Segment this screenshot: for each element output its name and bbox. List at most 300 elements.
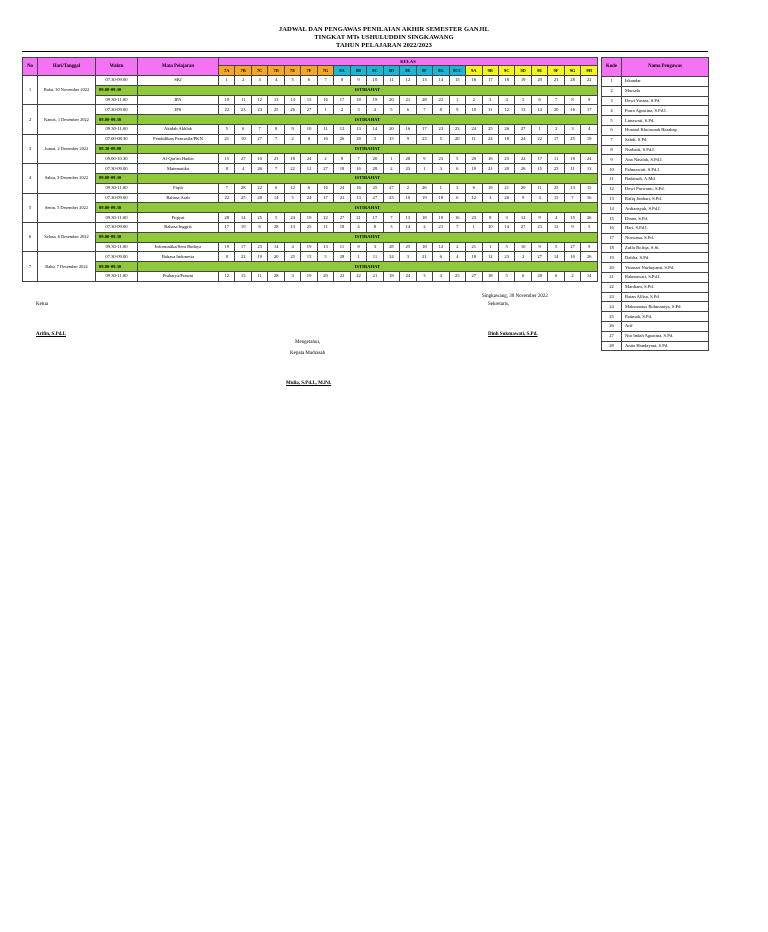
pengawas-nama: Arif <box>622 321 709 331</box>
pengawas-code: 11 <box>317 222 333 232</box>
pengawas-code: 10 <box>515 242 531 252</box>
pengawas-nama: Anita Handayani, S.Pd. <box>622 341 709 351</box>
pengawas-code: 4 <box>548 213 564 223</box>
pengawas-code: 5 <box>317 252 333 262</box>
pengawas-code: 13 <box>581 164 598 174</box>
list-item <box>602 321 709 331</box>
exam-subject: Bahasa Indonesia <box>138 252 219 262</box>
exam-subject: Prakarya/Prasmi <box>138 271 219 281</box>
class-header: 8B <box>350 66 366 76</box>
pengawas-code: 5 <box>581 222 598 232</box>
pengawas-code: 24 <box>284 213 300 223</box>
col-no: No <box>23 58 38 76</box>
pengawas-code: 8 <box>350 242 366 252</box>
pengawas-code: 12 <box>466 193 482 203</box>
pengawas-code: 17 <box>334 95 350 105</box>
class-header: 8C <box>367 66 383 76</box>
class-header: 9G <box>564 66 580 76</box>
pengawas-code: 17 <box>235 242 251 252</box>
pengawas-code: 19 <box>482 183 498 193</box>
table-row <box>23 232 598 242</box>
class-header: 7F <box>301 66 317 76</box>
pengawas-code: 6 <box>251 222 267 232</box>
pengawas-code: 11 <box>548 154 564 164</box>
pengawas-code: 24 <box>301 193 317 203</box>
pengawas-code: 6 <box>433 252 449 262</box>
class-header: 7C <box>251 66 267 76</box>
exam-time: 07.30-09.00 <box>96 164 138 174</box>
pengawas-kode: 16 <box>602 223 622 233</box>
pengawas-code: 22 <box>531 134 547 144</box>
pengawas-code: 12 <box>433 242 449 252</box>
pengawas-code: 2 <box>515 252 531 262</box>
pengawas-code: 13 <box>350 193 366 203</box>
list-item <box>602 174 709 184</box>
pengawas-code: 19 <box>251 252 267 262</box>
pengawas-code: 24 <box>400 271 416 281</box>
pengawas-nama: Mardiani, S.Pd. <box>622 282 709 292</box>
pengawas-code: 1 <box>433 183 449 193</box>
break-time: 09.00-09.30 <box>96 232 138 242</box>
pengawas-code: 7 <box>268 134 284 144</box>
pengawas-code: 5 <box>383 105 399 115</box>
pengawas-code: 15 <box>301 252 317 262</box>
pengawas-code: 8 <box>482 213 498 223</box>
pengawas-kode: 9 <box>602 155 622 165</box>
list-item <box>602 165 709 175</box>
pengawas-code: 13 <box>416 76 432 86</box>
pengawas-code: 16 <box>350 164 366 174</box>
pengawas-code: 7 <box>350 154 366 164</box>
pengawas-code: 6 <box>301 183 317 193</box>
pengawas-code: 25 <box>251 213 267 223</box>
pengawas-code: 18 <box>564 154 580 164</box>
break-time: 09.00-09.30 <box>96 262 138 272</box>
exam-subject: SKI <box>138 76 219 86</box>
pengawas-kode: 25 <box>602 312 622 322</box>
pengawas-kode: 7 <box>602 135 622 145</box>
pengawas-code: 26 <box>581 252 598 262</box>
table-row <box>23 76 598 86</box>
pengawas-code: 22 <box>251 183 267 193</box>
pengawas-code: 16 <box>581 193 598 203</box>
pengawas-code: 8 <box>334 76 350 86</box>
pengawas-code: 7 <box>268 164 284 174</box>
pengawas-code: 17 <box>531 154 547 164</box>
pengawas-code: 6 <box>466 183 482 193</box>
break-label: ISTIRAHAT <box>138 232 598 242</box>
pengawas-code: 3 <box>383 222 399 232</box>
pengawas-code: 20 <box>515 183 531 193</box>
pengawas-code: 27 <box>564 242 580 252</box>
pengawas-code: 2 <box>317 154 333 164</box>
exam-time: 07.30-09.00 <box>96 222 138 232</box>
pengawas-code: 7 <box>564 193 580 203</box>
pengawas-code: 5 <box>433 134 449 144</box>
pengawas-code: 22 <box>219 105 235 115</box>
pengawas-code: 28 <box>268 271 284 281</box>
pengawas-code: 15 <box>383 134 399 144</box>
table-row <box>23 95 598 105</box>
table-row <box>23 105 598 115</box>
pengawas-code: 11 <box>235 95 251 105</box>
pengawas-code: 7 <box>548 95 564 105</box>
list-item <box>602 184 709 194</box>
pengawas-code: 6 <box>268 183 284 193</box>
pengawas-kode: 19 <box>602 253 622 263</box>
day-no: 6 <box>23 222 38 251</box>
exam-time: 09.30-11.00 <box>96 242 138 252</box>
pengawas-code: 11 <box>317 124 333 134</box>
list-item <box>602 145 709 155</box>
pengawas-nama: Dewi Yusina, S.Pd. <box>622 96 709 106</box>
pengawas-code: 12 <box>498 105 514 115</box>
pengawas-code: 16 <box>317 183 333 193</box>
pengawas-code: 19 <box>301 242 317 252</box>
class-header: 8E <box>400 66 416 76</box>
pengawas-kode: 1 <box>602 77 622 87</box>
list-item <box>602 233 709 243</box>
pengawas-code: 28 <box>350 134 366 144</box>
class-header: 7B <box>235 66 251 76</box>
pengawas-code: 2 <box>466 95 482 105</box>
pengawas-code: 27 <box>515 222 531 232</box>
pengawas-code: 10 <box>466 105 482 115</box>
pengawas-nama: Iskandar <box>622 77 709 87</box>
ketua-name: Arifin, S.Pd.I. <box>36 332 66 337</box>
class-header: 7A <box>219 66 235 76</box>
pengawas-code: 14 <box>400 222 416 232</box>
pengawas-code: 28 <box>564 76 580 86</box>
pengawas-code: 21 <box>334 193 350 203</box>
break-time: 09.00-09.30 <box>96 173 138 183</box>
pengawas-code: 28 <box>416 95 432 105</box>
exam-time: 09.30-11.00 <box>96 271 138 281</box>
pengawas-code: 8 <box>433 105 449 115</box>
pengawas-code: 25 <box>548 164 564 174</box>
doc-year: TAHUN PELAJARAN 2022/2023 <box>336 42 432 49</box>
pengawas-code: 28 <box>219 213 235 223</box>
table-row <box>23 242 598 252</box>
pengawas-code: 26 <box>334 134 350 144</box>
pengawas-code: 28 <box>235 183 251 193</box>
pengawas-code: 7 <box>251 124 267 134</box>
pengawas-code: 17 <box>482 76 498 86</box>
pengawas-code: 1 <box>219 76 235 86</box>
list-item <box>602 194 709 204</box>
pengawas-code: 15 <box>581 183 598 193</box>
doc-title: JADWAL DAN PENGAWAS PENILAIAN AKHIR SEMESTER GANJIL <box>278 26 490 33</box>
pengawas-code: 17 <box>581 105 598 115</box>
pengawas-code: 12 <box>219 271 235 281</box>
pengawas-kode: 4 <box>602 106 622 116</box>
exam-subject: Fiqih <box>138 183 219 193</box>
pengawas-code: 23 <box>235 105 251 115</box>
pengawas-code: 9 <box>515 193 531 203</box>
kepala-title: Kepala Madrasah <box>290 351 326 356</box>
pengawas-kode: 11 <box>602 174 622 184</box>
pengawas-code: 5 <box>284 193 300 203</box>
list-item <box>602 331 709 341</box>
pengawas-code: 11 <box>367 252 383 262</box>
pengawas-nama: Putra Agustina, S.Pd.I. <box>622 106 709 116</box>
pengawas-code: 8 <box>564 95 580 105</box>
pengawas-code: 24 <box>251 105 267 115</box>
pengawas-code: 10 <box>433 213 449 223</box>
pengawas-code: 20 <box>449 134 465 144</box>
pengawas-kode: 13 <box>602 194 622 204</box>
pengawas-nama: Hari, S.Pd.I. <box>622 223 709 233</box>
col-day: Hari/Tanggal <box>38 58 96 76</box>
pengawas-code: 1 <box>531 124 547 134</box>
pengawas-code: 6 <box>301 76 317 86</box>
pengawas-code: 13 <box>400 213 416 223</box>
pengawas-code: 23 <box>433 154 449 164</box>
table-row <box>23 164 598 174</box>
pengawas-code: 9 <box>564 222 580 232</box>
pengawas-code: 16 <box>466 76 482 86</box>
pengawas-code: 22 <box>317 213 333 223</box>
pengawas-code: 8 <box>334 154 350 164</box>
break-time: 09.00-09.30 <box>96 85 138 95</box>
pengawas-code: 17 <box>317 193 333 203</box>
pengawas-code: 4 <box>581 124 598 134</box>
pengawas-code: 21 <box>219 134 235 144</box>
pengawas-code: 14 <box>498 222 514 232</box>
table-row <box>23 154 598 164</box>
pengawas-code: 14 <box>268 242 284 252</box>
pengawas-code: 20 <box>531 76 547 86</box>
pengawas-code: 15 <box>235 271 251 281</box>
pengawas-code: 6 <box>235 124 251 134</box>
pengawas-table <box>601 57 709 351</box>
pengawas-code: 5 <box>284 76 300 86</box>
pengawas-code: 27 <box>515 124 531 134</box>
pengawas-code: 2 <box>449 242 465 252</box>
pengawas-code: 26 <box>251 164 267 174</box>
pengawas-code: 3 <box>367 242 383 252</box>
pengawas-code: 15 <box>449 76 465 86</box>
day-no: 5 <box>23 193 38 222</box>
class-header: 9C <box>498 66 514 76</box>
pengawas-code: 3 <box>367 134 383 144</box>
day-no: 2 <box>23 105 38 134</box>
pengawas-code: 25 <box>268 105 284 115</box>
pengawas-code: 27 <box>367 193 383 203</box>
pengawas-code: 4 <box>367 105 383 115</box>
pengawas-code: 19 <box>301 271 317 281</box>
pengawas-code: 4 <box>268 76 284 86</box>
pengawas-nama: Mursela <box>622 86 709 96</box>
pengawas-code: 2 <box>334 105 350 115</box>
pengawas-code: 11 <box>251 271 267 281</box>
list-item <box>602 86 709 96</box>
pengawas-code: 6 <box>449 193 465 203</box>
pengawas-code: 27 <box>383 183 399 193</box>
pengawas-code: 1 <box>449 95 465 105</box>
pengawas-code: 14 <box>367 124 383 134</box>
pengawas-code: 25 <box>235 193 251 203</box>
pengawas-code: 9 <box>531 242 547 252</box>
pengawas-code: 18 <box>334 222 350 232</box>
list-item <box>602 125 709 135</box>
list-item <box>602 272 709 282</box>
pengawas-code: 19 <box>581 134 598 144</box>
pengawas-code: 6 <box>531 95 547 105</box>
sekretaris-name: Dinh Sukmawati, S.Pd. <box>488 332 538 337</box>
pengawas-code: 10 <box>367 76 383 86</box>
pengawas-code: 18 <box>416 242 432 252</box>
pengawas-code: 5 <box>515 95 531 105</box>
pengawas-nama: Diana, S.Pd. <box>622 214 709 224</box>
pengawas-code: 9 <box>581 95 598 105</box>
header-rule <box>22 51 708 52</box>
pengawas-code: 3 <box>433 164 449 174</box>
exam-time: 07.30-09.00 <box>96 76 138 86</box>
pengawas-code: 18 <box>334 164 350 174</box>
pengawas-code: 4 <box>284 242 300 252</box>
pengawas-code: 8 <box>367 222 383 232</box>
pengawas-code: 13 <box>317 242 333 252</box>
pengawas-kode: 3 <box>602 96 622 106</box>
pengawas-nama: Nur Indah Agustina, S.Pd. <box>622 331 709 341</box>
pengawas-code: 8 <box>219 252 235 262</box>
pengawas-code: 24 <box>466 124 482 134</box>
table-row <box>23 124 598 134</box>
pengawas-code: 10 <box>301 124 317 134</box>
pengawas-code: 21 <box>350 213 366 223</box>
pengawas-code: 7 <box>449 222 465 232</box>
pengawas-code: 12 <box>301 164 317 174</box>
pengawas-code: 11 <box>564 164 580 174</box>
pengawas-code: 11 <box>466 134 482 144</box>
list-item <box>602 302 709 312</box>
pengawas-code: 8 <box>268 124 284 134</box>
pengawas-code: 23 <box>400 164 416 174</box>
class-header: 9B <box>482 66 498 76</box>
exam-subject: Pendidikan Pancasila/PKN <box>138 134 219 144</box>
table-row <box>23 134 598 144</box>
pengawas-code: 28 <box>383 242 399 252</box>
pengawas-code: 13 <box>564 183 580 193</box>
pengawas-code: 25 <box>284 252 300 262</box>
table-row <box>23 193 598 203</box>
pengawas-kode: 18 <box>602 243 622 253</box>
exam-subject: Al-Qur'an Hadits <box>138 154 219 164</box>
pengawas-code: 27 <box>251 134 267 144</box>
class-header: 8A <box>334 66 350 76</box>
pengawas-code: 19 <box>301 213 317 223</box>
pengawas-code: 20 <box>268 252 284 262</box>
class-header: 9H <box>581 66 598 76</box>
pengawas-code: 27 <box>531 252 547 262</box>
pengawas-code: 9 <box>284 124 300 134</box>
pengawas-code: 21 <box>416 252 432 262</box>
break-label: ISTIRAHAT <box>138 173 598 183</box>
pengawas-code: 3 <box>284 271 300 281</box>
list-item <box>602 214 709 224</box>
pengawas-code: 4 <box>235 164 251 174</box>
pengawas-code: 19 <box>466 164 482 174</box>
pengawas-code: 15 <box>219 154 235 164</box>
doc-subtitle: TINGKAT MTs USHULUDDIN SINGKAWANG <box>314 34 454 41</box>
exam-subject: Bahasa Inggris <box>138 222 219 232</box>
pengawas-code: 12 <box>548 222 564 232</box>
pengawas-code: 2 <box>383 164 399 174</box>
pengawas-nama: Rafiq Junhari, S.Pd. <box>622 194 709 204</box>
class-header: 9A <box>466 66 482 76</box>
exam-time: 09.00-10.30 <box>96 154 138 164</box>
pengawas-code: 5 <box>498 271 514 281</box>
list-item <box>602 135 709 145</box>
pengawas-code: 17 <box>548 134 564 144</box>
pengawas-code: 14 <box>235 213 251 223</box>
exam-subject: Fiqiyat <box>138 213 219 223</box>
pengawas-code: 3 <box>498 213 514 223</box>
pengawas-code: 25 <box>400 242 416 252</box>
pengawas-nama: Dewi Purwanti, S.Pd. <box>622 184 709 194</box>
pengawas-code: 18 <box>482 271 498 281</box>
day-no: 3 <box>23 134 38 163</box>
break-time: 08.30-09.00 <box>96 144 138 154</box>
pengawas-code: 12 <box>334 124 350 134</box>
pengawas-code: 20 <box>383 95 399 105</box>
list-item <box>602 116 709 126</box>
pengawas-code: 27 <box>317 164 333 174</box>
col-subject: Mata Pelajaran <box>138 58 219 76</box>
pengawas-code: 22 <box>284 164 300 174</box>
pengawas-code: 16 <box>449 213 465 223</box>
pengawas-code: 28 <box>251 193 267 203</box>
pengawas-code: 28 <box>400 154 416 164</box>
pengawas-code: 23 <box>466 213 482 223</box>
list-item <box>602 96 709 106</box>
list-item <box>602 223 709 233</box>
pengawas-nama: Lunawati, S.Pd. <box>622 116 709 126</box>
pengawas-code: 13 <box>268 95 284 105</box>
pengawas-code: 3 <box>416 271 432 281</box>
pengawas-code: 5 <box>219 124 235 134</box>
pengawas-code: 6 <box>449 164 465 174</box>
pengawas-code: 20 <box>317 271 333 281</box>
pengawas-code: 21 <box>400 95 416 105</box>
pengawas-kode: 8 <box>602 145 622 155</box>
break-label: ISTIRAHAT <box>138 144 598 154</box>
exam-time: 09.30-11.00 <box>96 124 138 134</box>
pengawas-code: 12 <box>482 252 498 262</box>
pengawas-code: 10 <box>564 252 580 262</box>
pengawas-code: 16 <box>317 134 333 144</box>
pengawas-code: 27 <box>334 213 350 223</box>
pengawas-kode: 23 <box>602 292 622 302</box>
pengawas-code: 2 <box>548 124 564 134</box>
exam-subject: Bahasa Arab <box>138 193 219 203</box>
pengawas-code: 2 <box>416 222 432 232</box>
exam-subject: IPA <box>138 95 219 105</box>
pengawas-code: 19 <box>416 193 432 203</box>
pengawas-code: 24 <box>515 134 531 144</box>
day-no: 4 <box>23 164 38 193</box>
pengawas-code: 26 <box>284 105 300 115</box>
pengawas-code: 10 <box>400 193 416 203</box>
pengawas-code: 24 <box>482 134 498 144</box>
pengawas-kode: 2 <box>602 86 622 96</box>
pengawas-code: 16 <box>317 95 333 105</box>
pengawas-code: 9 <box>416 154 432 164</box>
class-header: 9D <box>515 66 531 76</box>
pengawas-code: 18 <box>498 134 514 144</box>
list-item <box>602 312 709 322</box>
